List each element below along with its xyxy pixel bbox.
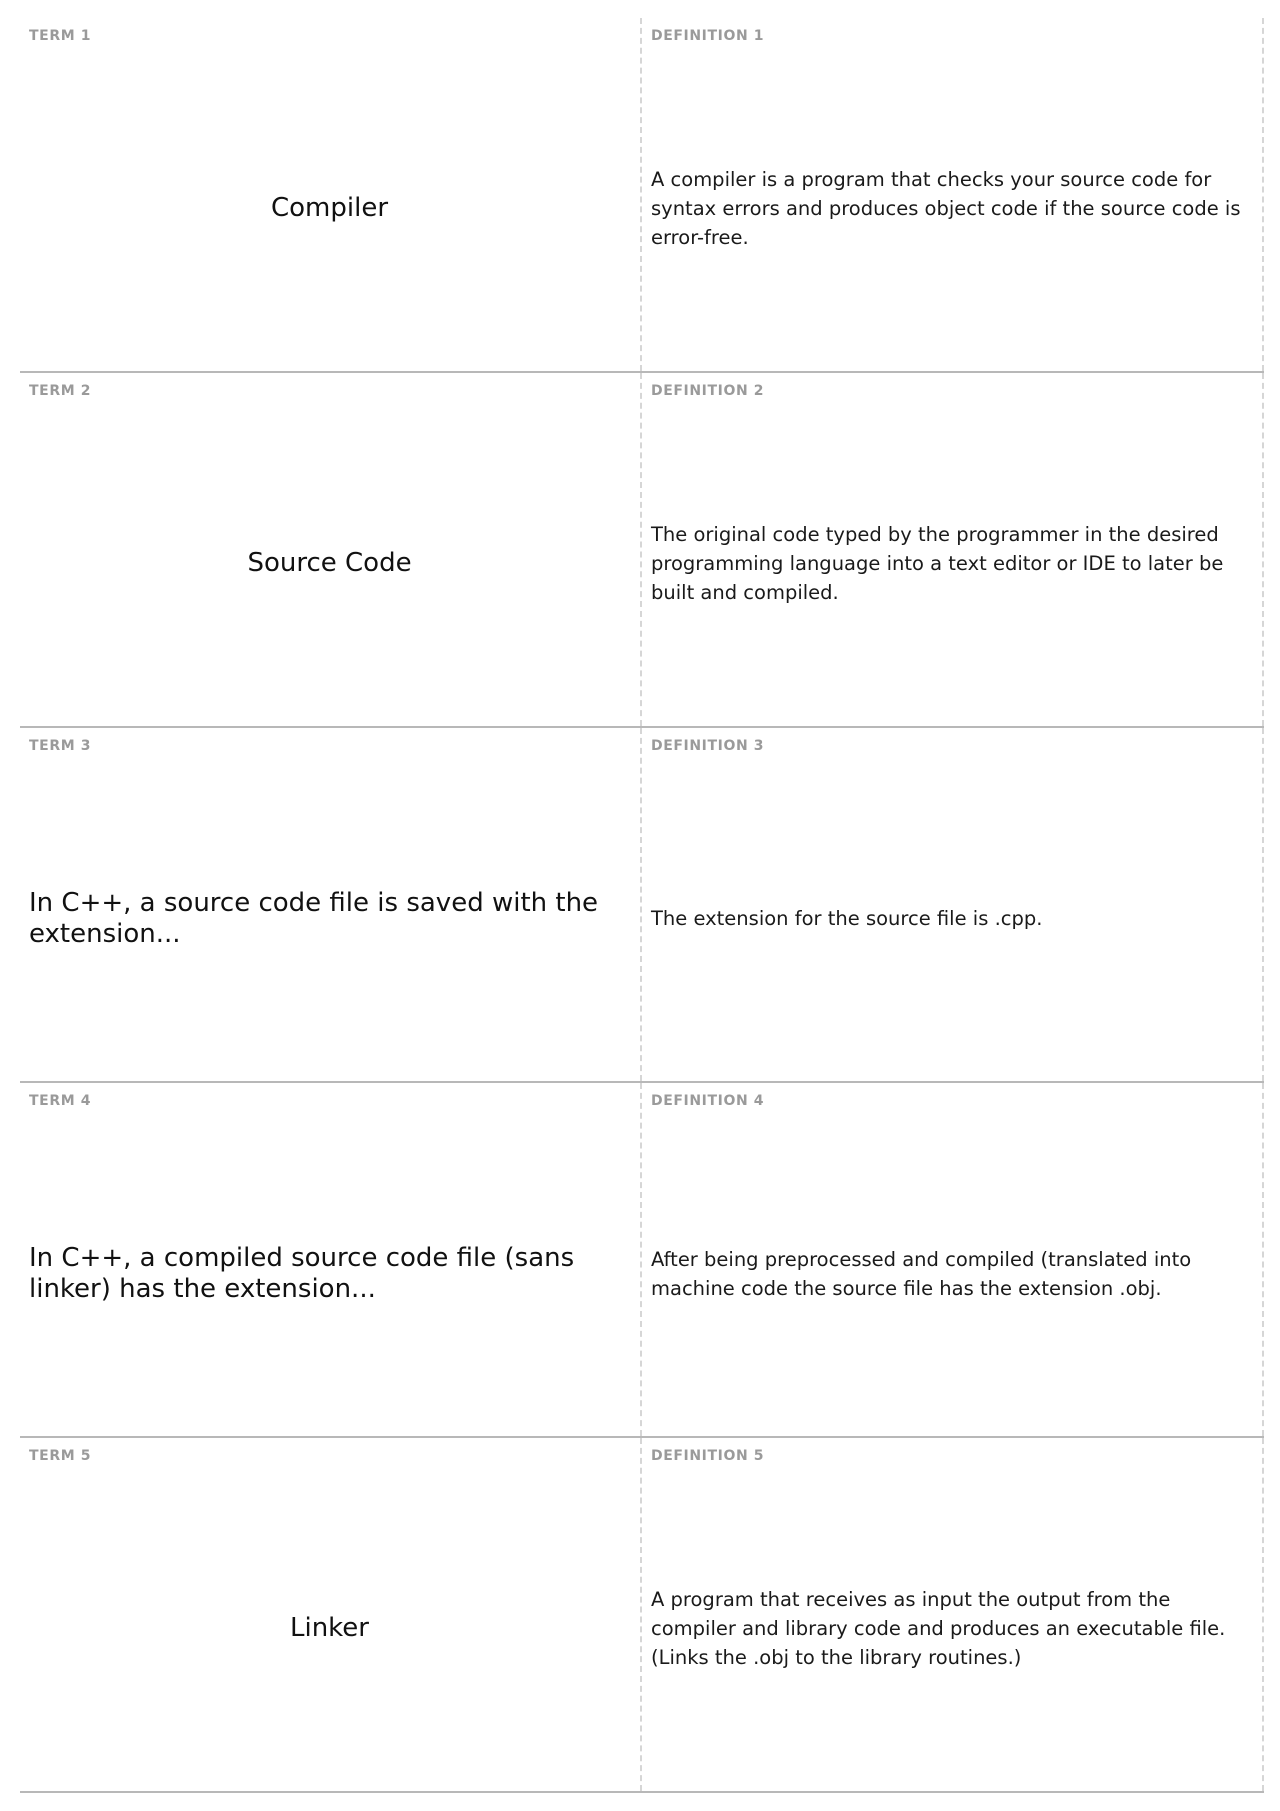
card-row-3 <box>20 728 1264 1083</box>
definition-text: A compiler is a program that checks your source code for syntax errors and produces object code if the source code is error-free. <box>651 168 1241 249</box>
term-text: In C++, a compiled source code file (sans linker) has the extension... <box>29 1242 575 1304</box>
definition-label: DEFINITION 1 <box>651 28 765 44</box>
term-cell-2 <box>20 373 642 726</box>
definition-label: DEFINITION 2 <box>651 383 765 399</box>
term-cell-4 <box>20 1083 642 1436</box>
term-label: TERM 3 <box>29 738 92 754</box>
definition-text: A program that receives as input the output from the compiler and library code and produces an executable file. (Links the .obj to the library routines.) <box>651 1588 1226 1669</box>
card-row-5 <box>20 1438 1264 1793</box>
term-cell-5 <box>20 1438 642 1791</box>
definition-text: The extension for the source file is .cpp. <box>651 907 1043 930</box>
term-cell-1 <box>20 18 642 371</box>
definition-label: DEFINITION 5 <box>651 1448 765 1464</box>
term-label: TERM 2 <box>29 383 92 399</box>
definition-cell-5 <box>642 1438 1264 1791</box>
definition-cell-4 <box>642 1083 1264 1436</box>
flashcard-sheet <box>20 18 1264 1793</box>
term-text: Compiler <box>270 193 389 223</box>
term-text: Linker <box>289 1613 369 1643</box>
definition-cell-2 <box>642 373 1264 726</box>
card-row-1 <box>20 18 1264 373</box>
term-label: TERM 5 <box>29 1448 92 1464</box>
term-text: In C++, a source code file is saved with the extension... <box>29 887 599 949</box>
term-cell-3 <box>20 728 642 1081</box>
term-label: TERM 1 <box>29 28 92 44</box>
definition-text: The original code typed by the programmer in the desired programming language into a text editor or IDE to later be built and compiled. <box>651 523 1224 604</box>
definition-label: DEFINITION 4 <box>651 1093 765 1109</box>
definition-label: DEFINITION 3 <box>651 738 765 754</box>
definition-cell-1 <box>642 18 1264 371</box>
term-label: TERM 4 <box>29 1093 92 1109</box>
definition-text: After being preprocessed and compiled (translated into machine code the source file has the extension .obj. <box>651 1247 1192 1300</box>
card-row-4 <box>20 1083 1264 1438</box>
term-text: Source Code <box>247 548 412 578</box>
card-row-2 <box>20 373 1264 728</box>
definition-cell-3 <box>642 728 1264 1081</box>
